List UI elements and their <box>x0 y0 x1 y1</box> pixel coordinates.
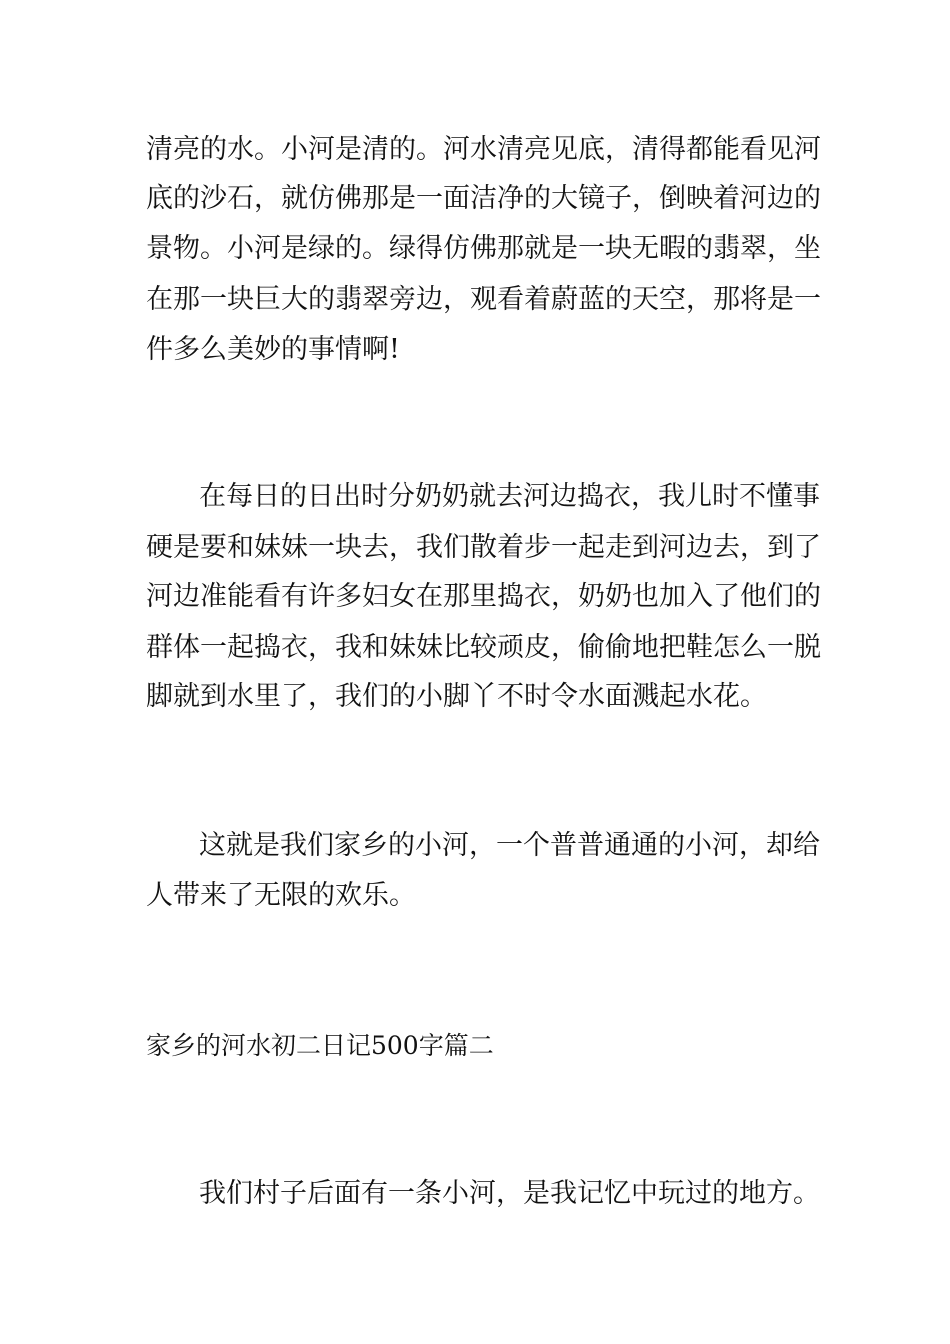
paragraph-3-line-2: 人带来了无限的欢乐。 <box>146 880 416 911</box>
paragraph-2-line-1: 在每日的日出时分奶奶就去河边捣衣，我儿时不懂事 <box>199 481 820 512</box>
paragraph-2-line-5: 脚就到水里了，我们的小脚丫不时令水面溅起水花。 <box>146 681 767 712</box>
paragraph-3-line-1: 这就是我们家乡的小河，一个普普通通的小河，却给 <box>199 830 820 861</box>
paragraph-1-line-1: 清亮的水。小河是清的。河水清亮见底，清得都能看见河 <box>146 134 821 165</box>
paragraph-1-line-3: 景物。小河是绿的。绿得仿佛那就是一块无暇的翡翠，坐 <box>146 233 821 264</box>
section-heading: 家乡的河水初二日记500字篇二 <box>146 1031 494 1060</box>
paragraph-4-line-1: 我们村子后面有一条小河，是我记忆中玩过的地方。 <box>199 1178 820 1209</box>
paragraph-1-line-5: 件多么美妙的事情啊! <box>146 334 400 365</box>
paragraph-2-line-3: 河边准能看有许多妇女在那里捣衣，奶奶也加入了他们的 <box>146 581 821 612</box>
paragraph-1-line-4: 在那一块巨大的翡翠旁边，观看着蔚蓝的天空，那将是一 <box>146 284 821 315</box>
paragraph-1-line-2: 底的沙石，就仿佛那是一面洁净的大镜子，倒映着河边的 <box>146 183 821 214</box>
paragraph-2-line-2: 硬是要和妹妹一块去，我们散着步一起走到河边去，到了 <box>146 532 821 563</box>
paragraph-2-line-4: 群体一起捣衣，我和妹妹比较顽皮，偷偷地把鞋怎么一脱 <box>146 632 821 663</box>
